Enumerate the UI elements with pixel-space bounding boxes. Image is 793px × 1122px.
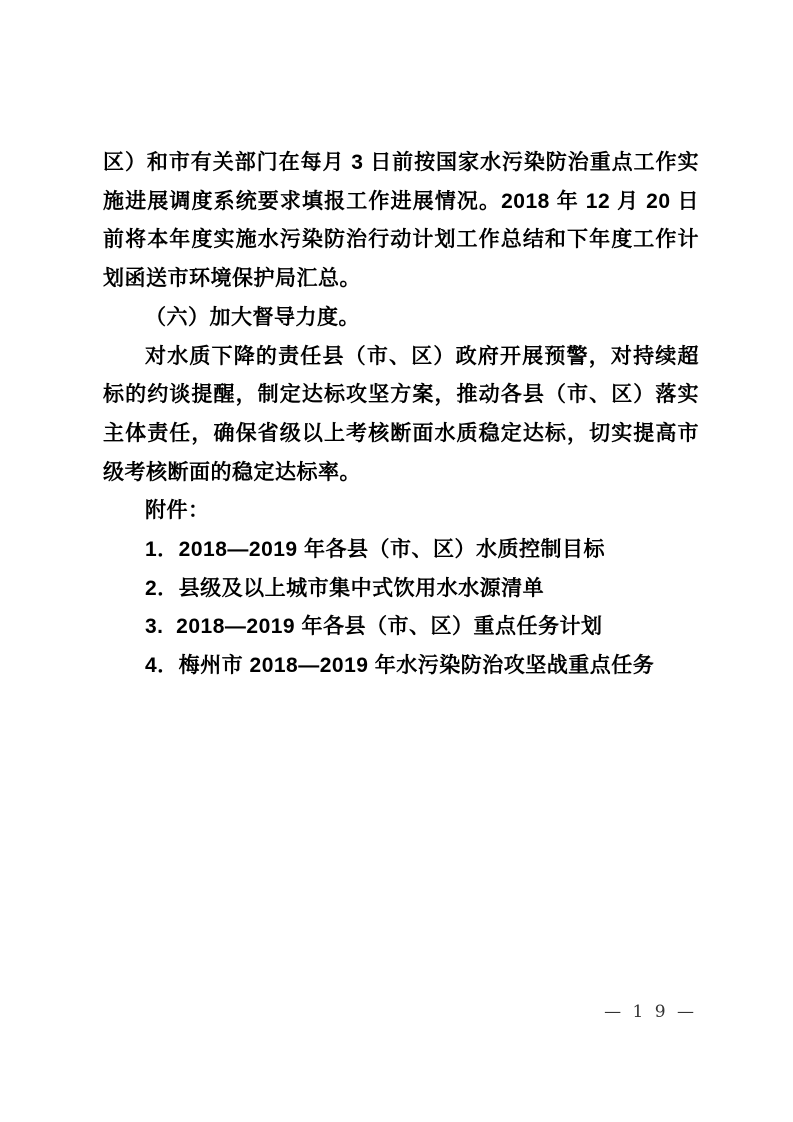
attachment-item-4: 4．梅州市 2018—2019 年水污染防治攻坚战重点任务 <box>145 654 655 678</box>
paragraph-body: 对水质下降的责任县（市、区）政府开展预警，对持续超标的约谈提醒，制定达标攻坚方案，推动各县（市、区）落实主体责任，确保省级以上考核断面水质稳定达标，切实提高市级考核断面的稳定达标率。 <box>103 344 699 484</box>
page-number: — 1 9 — <box>604 1002 697 1022</box>
paragraph-continuation: 区）和市有关部门在每月 3 日前按国家水污染防治重点工作实施进展调度系统要求填报工作进展情况。2018 年 12 月 20 日前将本年度实施水污染防治行动计划工作总结和下年度工作计划函送市环境保护局汇总。 <box>103 151 699 291</box>
attachment-item-2: 2．县级及以上城市集中式饮用水水源清单 <box>145 576 545 600</box>
paragraph-section-heading: （六）加大督导力度。 <box>145 305 360 329</box>
attachment-item-1: 1．2018—2019 年各县（市、区）水质控制目标 <box>145 538 605 562</box>
attachment-item-3: 3. 2018—2019 年各县（市、区）重点任务计划 <box>145 615 603 639</box>
document-body <box>103 144 699 686</box>
attachments-label: 附件： <box>145 499 210 523</box>
